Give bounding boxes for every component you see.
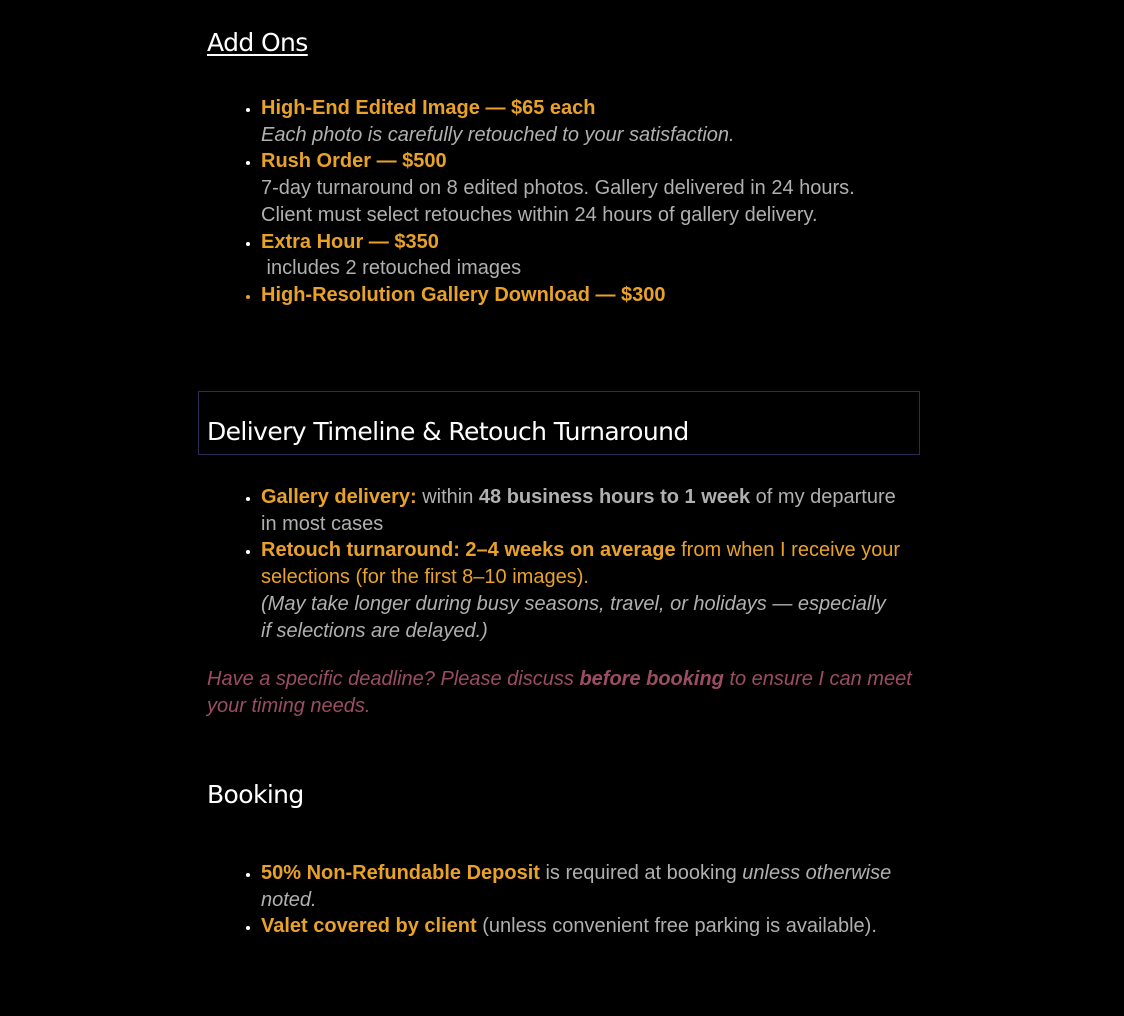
addon-title: High-Resolution Gallery Download — $300 — [261, 283, 666, 306]
item-bold: 48 business hours to 1 week — [478, 486, 751, 508]
add-ons-heading: Add Ons — [207, 28, 308, 57]
list-item — [261, 95, 901, 148]
item-label: Gallery delivery: — [261, 486, 417, 508]
list-item — [261, 537, 901, 644]
deadline-note — [207, 666, 917, 719]
item-label: Retouch turnaround: 2–4 weeks on average — [261, 539, 676, 562]
booking-list — [207, 860, 901, 940]
delivery-heading: Delivery Timeline & Retouch Turnaround — [207, 417, 689, 446]
addon-desc: 7-day turnaround on 8 edited photos. Gallery delivered in 24 hours. Client must select retouches within 24 hours of gallery delivery. — [261, 177, 855, 226]
booking-heading: Booking — [207, 780, 304, 809]
item-text: of my departure in most cases — [261, 486, 896, 535]
note-text: Have a specific deadline? Please discuss — [207, 668, 580, 690]
item-italic: unless otherwise noted. — [261, 862, 892, 911]
list-item — [261, 913, 901, 940]
item-text: from when I receive your selections (for the first 8–10 images). — [261, 539, 901, 589]
addon-title: Rush Order — $500 — [261, 150, 447, 173]
list-item — [261, 229, 901, 282]
note-text: to ensure I can meet your timing needs. — [207, 668, 912, 717]
delivery-list — [207, 484, 901, 644]
addon-title: Extra Hour — $350 — [261, 230, 439, 253]
item-text: within — [416, 486, 479, 508]
addon-desc: includes 2 retouched images — [261, 257, 522, 280]
item-text: is required at booking — [539, 862, 743, 884]
list-item — [261, 148, 901, 228]
item-note: (May take longer during busy seasons, travel, or holidays — especially if selections are delayed.) — [261, 592, 886, 642]
list-item — [261, 282, 901, 309]
item-label: 50% Non-Refundable Deposit — [261, 862, 540, 884]
addon-title: High-End Edited Image — $65 each — [261, 97, 596, 119]
list-item — [261, 484, 901, 537]
item-label: Valet covered by client — [261, 915, 477, 938]
list-item — [261, 860, 901, 913]
addon-desc: Each photo is carefully retouched to your satisfaction. — [261, 123, 735, 146]
item-text: (unless convenient free parking is available). — [476, 915, 877, 938]
note-bold: before booking — [579, 668, 724, 690]
add-ons-list — [207, 95, 901, 309]
